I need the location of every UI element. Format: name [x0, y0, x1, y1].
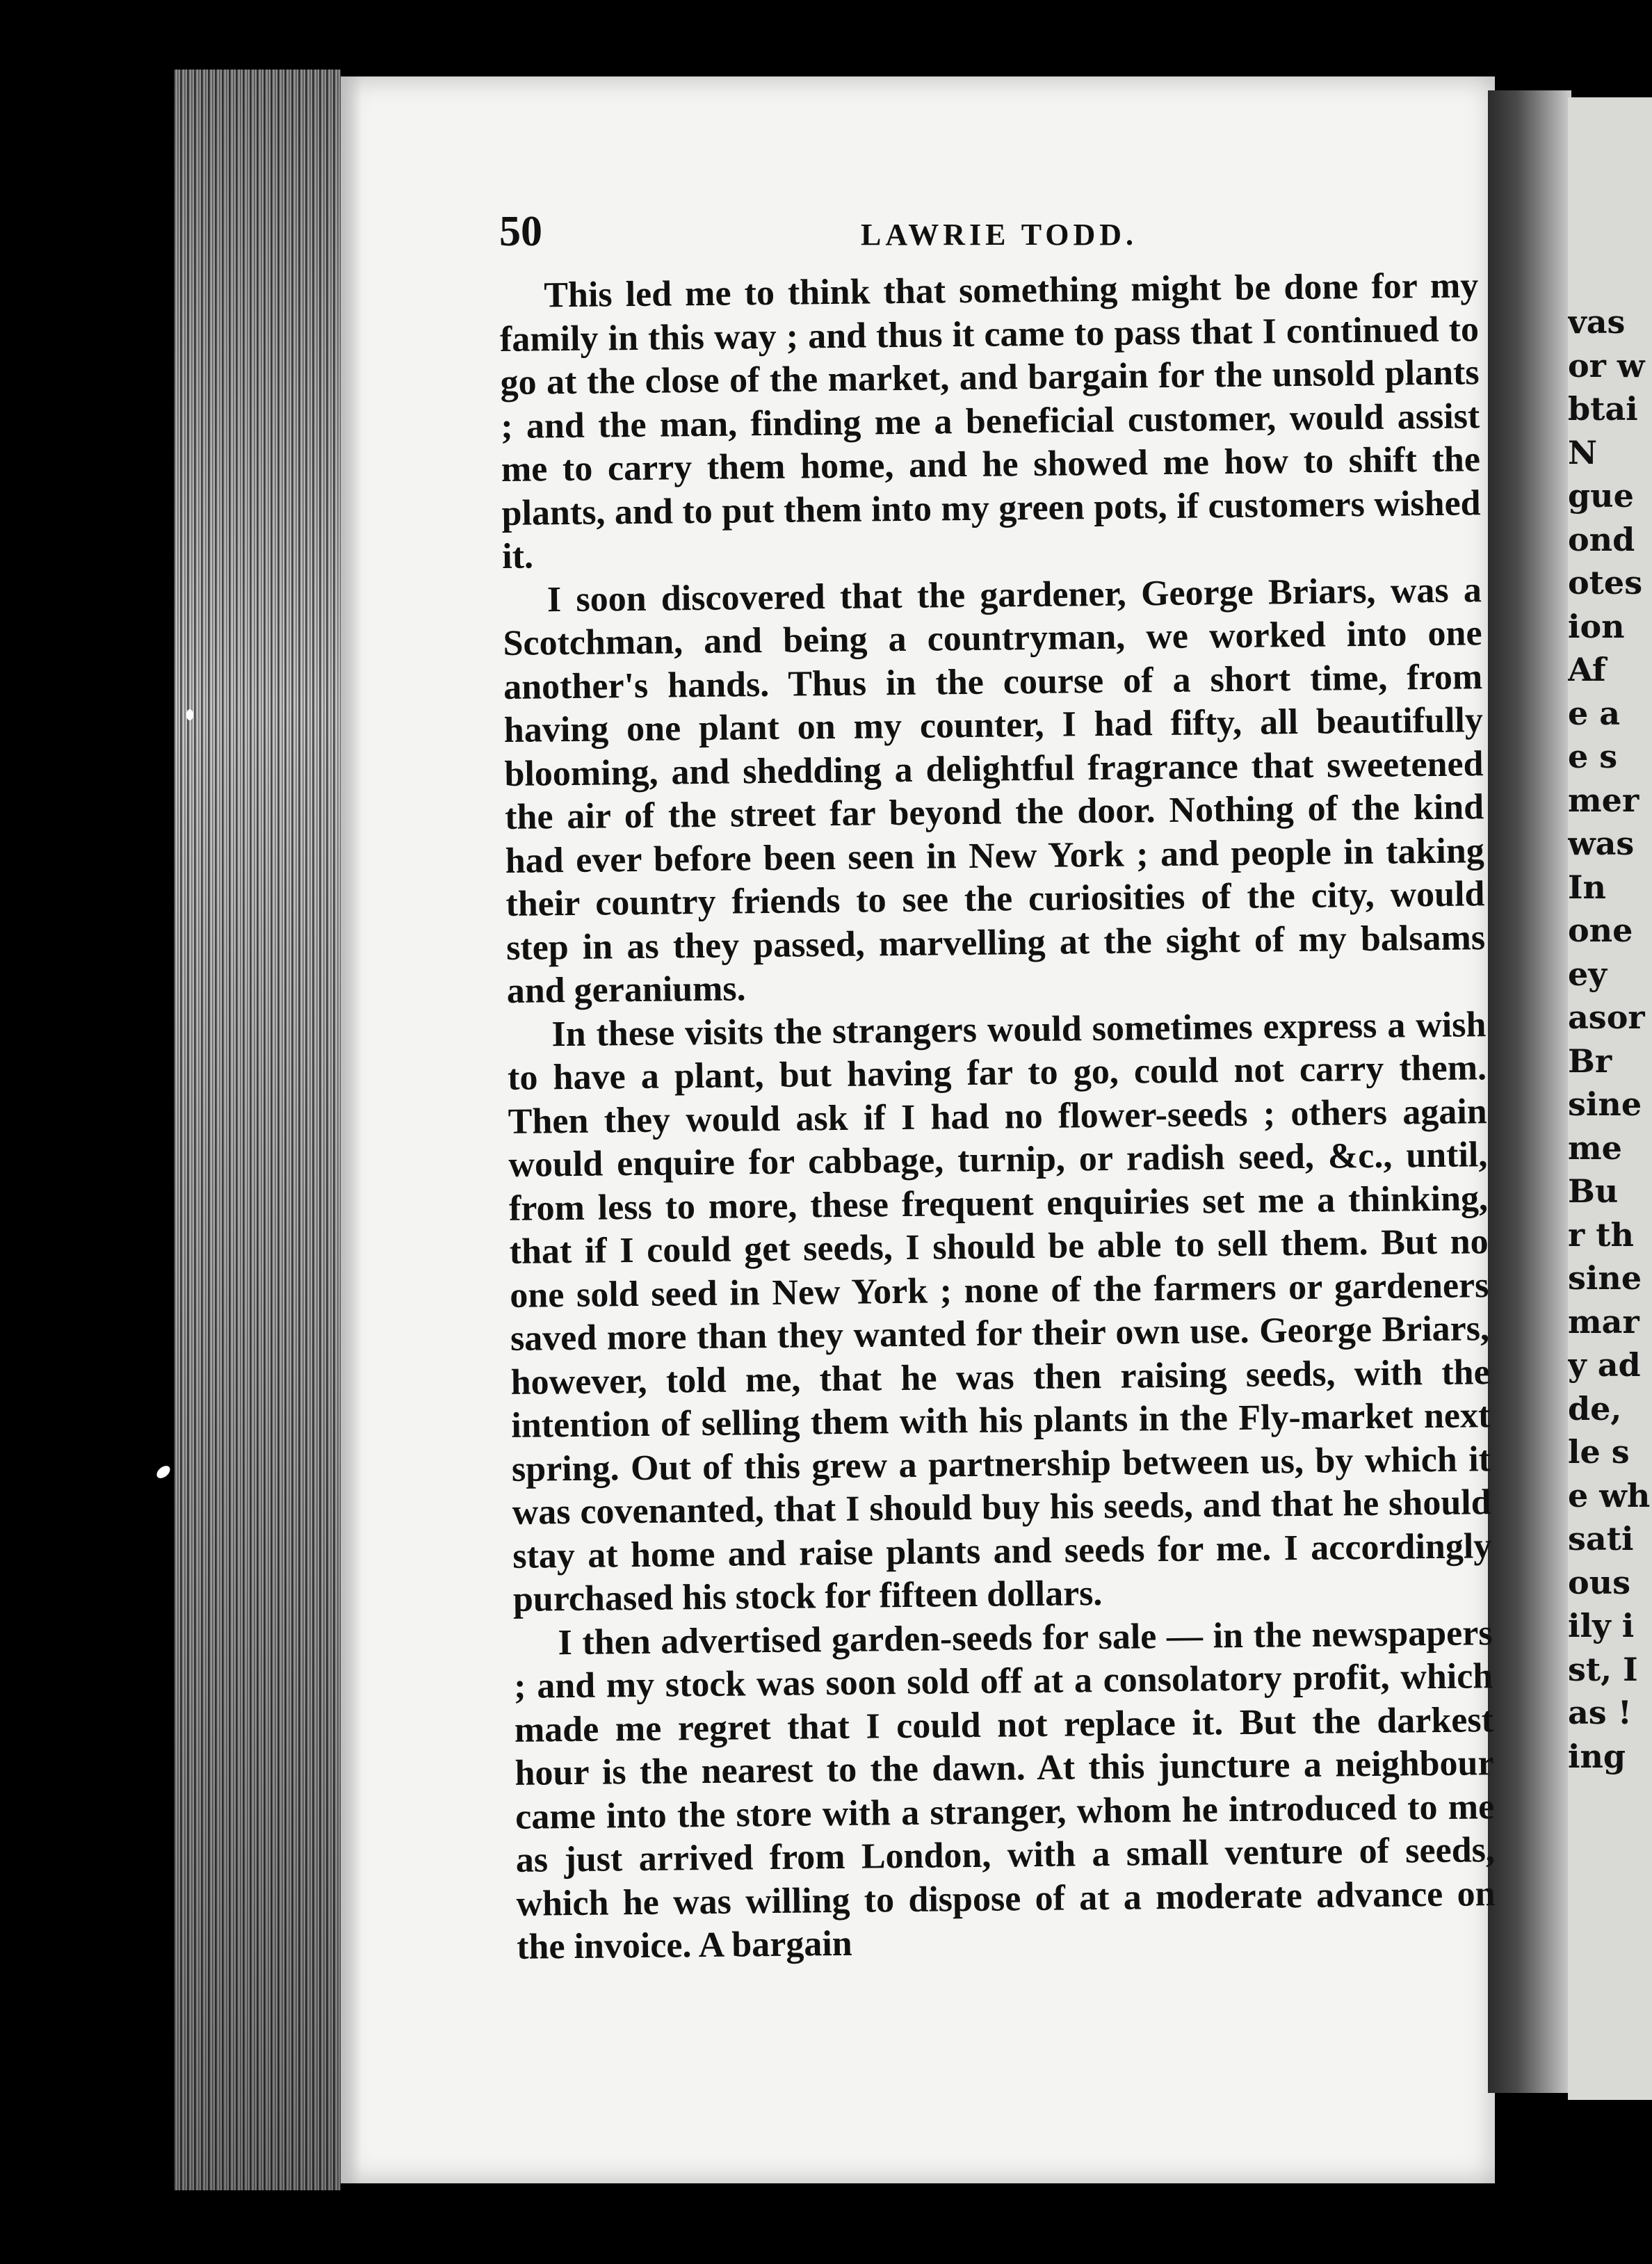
paragraph: This led me to think that something might be done for my family in this way ; and thus it came to pass that I continued to go at the close of the market, and bargain for the unsold plants ; and the man, finding me a beneficial customer, would assist me to carry them home, and he showed me how to shift the plants, and to put them into my green pots, if customers wished it. [499, 266, 1481, 576]
facing-page-line: as ! [1568, 1694, 1632, 1731]
facing-page-line: st, I [1568, 1650, 1638, 1688]
facing-page-line: e s [1568, 738, 1618, 775]
scan-speck [186, 709, 193, 720]
facing-page-line: In [1568, 868, 1606, 906]
facing-page-line: sine [1568, 1259, 1642, 1297]
facing-page-line: de, [1568, 1389, 1622, 1428]
facing-page-line: y ad [1568, 1346, 1641, 1384]
facing-page-line: N [1568, 433, 1598, 471]
facing-page-line: e wh [1568, 1476, 1651, 1514]
facing-page-line: vas [1568, 303, 1626, 341]
paragraph: In these visits the strangers would sometimes express a wish to have a plant, but having far to go, could not carry them. Then they would ask if I had no flower-seeds ; others again would enquire for cabbage, turnip, or radish seed, &c., until, from less to more, these frequent enquiries set me a thinking, that if I could get seeds, I should be able to sell them. But no one sold seed in New York ; none of the farmers or gardeners saved more than they wanted for their own use. George Briars, however, told me, that he was then raising seeds, with the intention of selling them with his plants in the Fly-market next spring. Out of this grew a partnership between us, by which it was covenanted, that I should buy his seeds, and that he should stay at home and raise plants and seeds for me. I accordingly purchased his stock for fifteen dollars. [507, 1004, 1492, 1619]
facing-page-line: mer [1568, 781, 1639, 819]
facing-page-line: asor [1568, 998, 1645, 1036]
body-text [499, 264, 1496, 1969]
facing-page-line: Bu [1568, 1172, 1619, 1210]
facing-page-line: r th [1568, 1215, 1634, 1254]
facing-page-line: gue [1568, 477, 1634, 515]
scan-speck [154, 1464, 172, 1481]
facing-page-fragment [1568, 97, 1652, 2100]
facing-page-line: btai [1568, 390, 1638, 428]
facing-page-line: mar [1568, 1302, 1639, 1341]
facing-page-line: le s [1568, 1433, 1630, 1471]
book-gutter-shadow [1488, 90, 1571, 2093]
facing-page-line: ond [1568, 520, 1635, 558]
facing-page-line: me [1568, 1129, 1622, 1167]
facing-page-line: Br [1568, 1042, 1612, 1080]
paragraph: I soon discovered that the gardener, George Briars, was a Scotchman, and being a countryman, we worked into one another's hands. Thus in the course of a short time, from having one plant on my counter, I had fifty, all beautifully blooming, and shedding a delightful fragrance that sweetened the air of the street far beyond the door. Nothing of the kind had ever before been seen in New York ; and people in taking their country friends to see the curiosities of the city, would step in as they passed, marvelling at the sight of my balsams and geraniums. [503, 569, 1486, 1011]
facing-page-line: Af [1568, 651, 1606, 688]
facing-page-line: sine [1568, 1085, 1642, 1123]
facing-page-line: ion [1568, 607, 1625, 645]
facing-page-line: ous [1568, 1563, 1631, 1601]
facing-page-line: otes [1568, 564, 1643, 601]
running-title: LAWRIE TODD. [861, 218, 1138, 252]
book-page-edges [174, 70, 341, 2190]
paragraph: I then advertised garden-seeds for sale — in the newspapers ; and my stock was soon sold off at a consolatory profit, which made me regret that I could not replace it. But the darkest hour is the nearest to the dawn. At this juncture a neighbour came into the store with a stranger, whom he introduced to me as just arrived from London, with a small venture of seeds, which he was willing to dispose of at a moderate advance on the invoice. A bargain [513, 1612, 1496, 1967]
facing-page-line: e a [1568, 694, 1621, 732]
page-number: 50 [499, 208, 542, 255]
facing-page-line: ey [1568, 955, 1607, 993]
facing-page-line: was [1568, 825, 1635, 862]
facing-page-line: one [1568, 912, 1633, 949]
facing-page-line: ing [1568, 1737, 1626, 1775]
facing-page-line: ily i [1568, 1607, 1635, 1644]
facing-page-line: sati [1568, 1520, 1634, 1558]
facing-page-line: or w [1568, 346, 1645, 385]
